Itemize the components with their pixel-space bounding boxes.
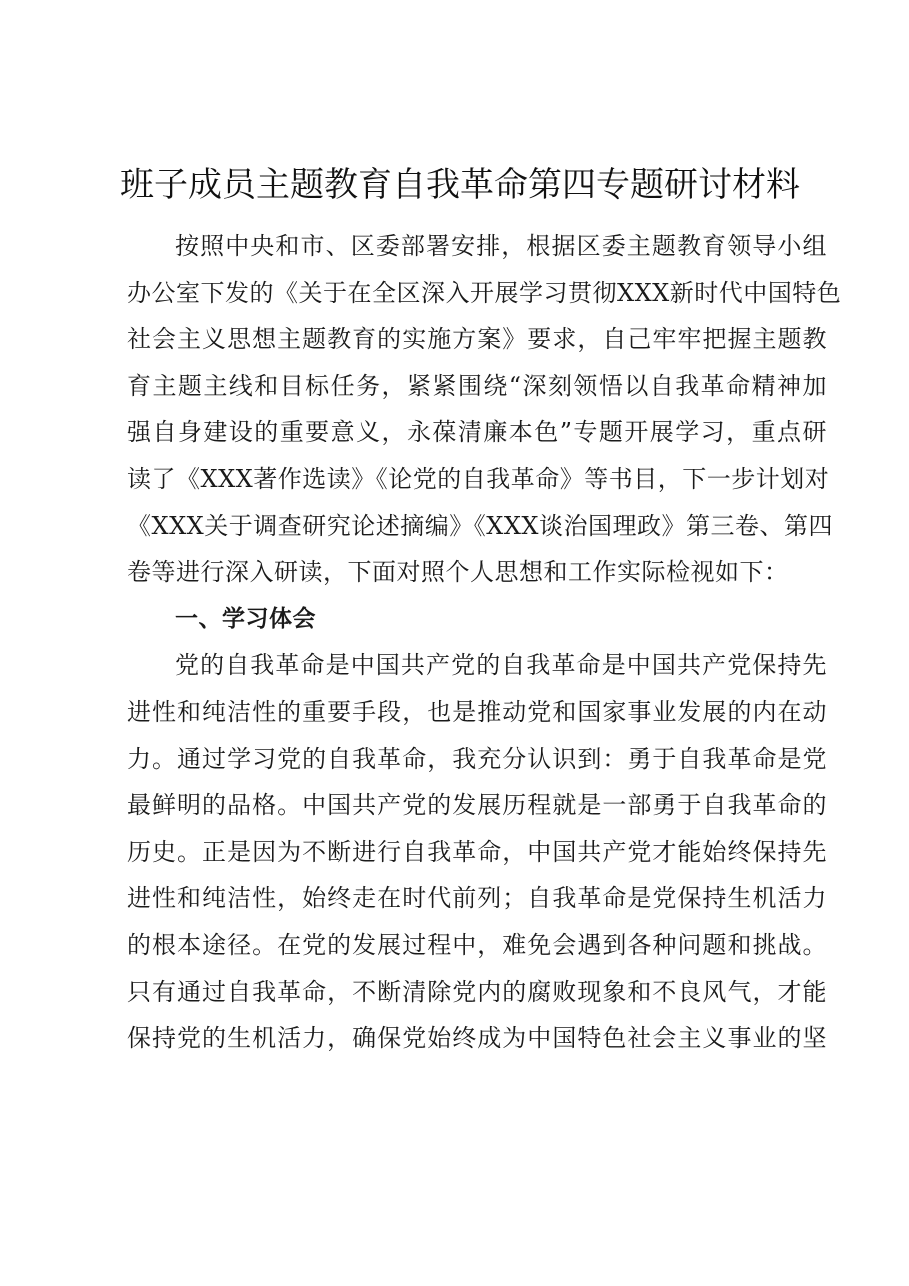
intro-paragraph [127, 223, 842, 1062]
intro-line: 按照中央和市、区委部署安排，根据区委主题教育领导小组 [175, 232, 827, 260]
section-line: 最鲜明的品格。中国共产党的发展历程就是一部勇于自我革命的 [127, 791, 827, 820]
section-line: 保持党的生机活力，确保党始终成为中国特色社会主义事业的坚 [127, 1024, 827, 1053]
intro-line: 育主题主线和目标任务，紧紧围绕“深刻领悟以自我革命精神加 [127, 371, 827, 400]
intro-line: 读了《XXX著作选读》《论党的自我革命》等书目，下一步计划对 [127, 464, 830, 493]
document-title: 班子成员主题教育自我革命第四专题研讨材料 [120, 165, 800, 205]
section-line: 的根本途径。在党的发展过程中，难免会遇到各种问题和挑战。 [127, 930, 827, 959]
section-line: 力。通过学习党的自我革命，我充分认识到：勇于自我革命是党 [127, 744, 827, 773]
section-line: 党的自我革命是中国共产党的自我革命是中国共产党保持先 [175, 651, 827, 680]
section-line: 进性和纯洁性，始终走在时代前列；自我革命是党保持生机活力 [127, 884, 827, 913]
intro-line: 社会主义思想主题教育的实施方案》要求，自己牢牢把握主题教 [127, 325, 827, 354]
intro-line: 强自身建设的重要意义，永葆清廉本色”专题开展学习，重点研 [127, 418, 827, 447]
intro-line: 《XXX关于调查研究论述摘编》《XXX谈治国理政》第三卷、第四 [127, 511, 834, 540]
section-line: 进性和纯洁性的重要手段，也是推动党和国家事业发展的内在动 [127, 697, 827, 726]
section-line: 只有通过自我革命，不断清除党内的腐败现象和不良风气，才能 [127, 977, 827, 1006]
section-line: 历史。正是因为不断进行自我革命，中国共产党才能始终保持先 [127, 837, 827, 866]
intro-line: 卷等进行深入研读，下面对照个人思想和工作实际检视如下： [127, 558, 789, 587]
intro-line: 办公室下发的《关于在全区深入开展学习贯彻XXX新时代中国特色 [127, 278, 842, 307]
section-heading: 一、学习体会 [175, 605, 316, 632]
